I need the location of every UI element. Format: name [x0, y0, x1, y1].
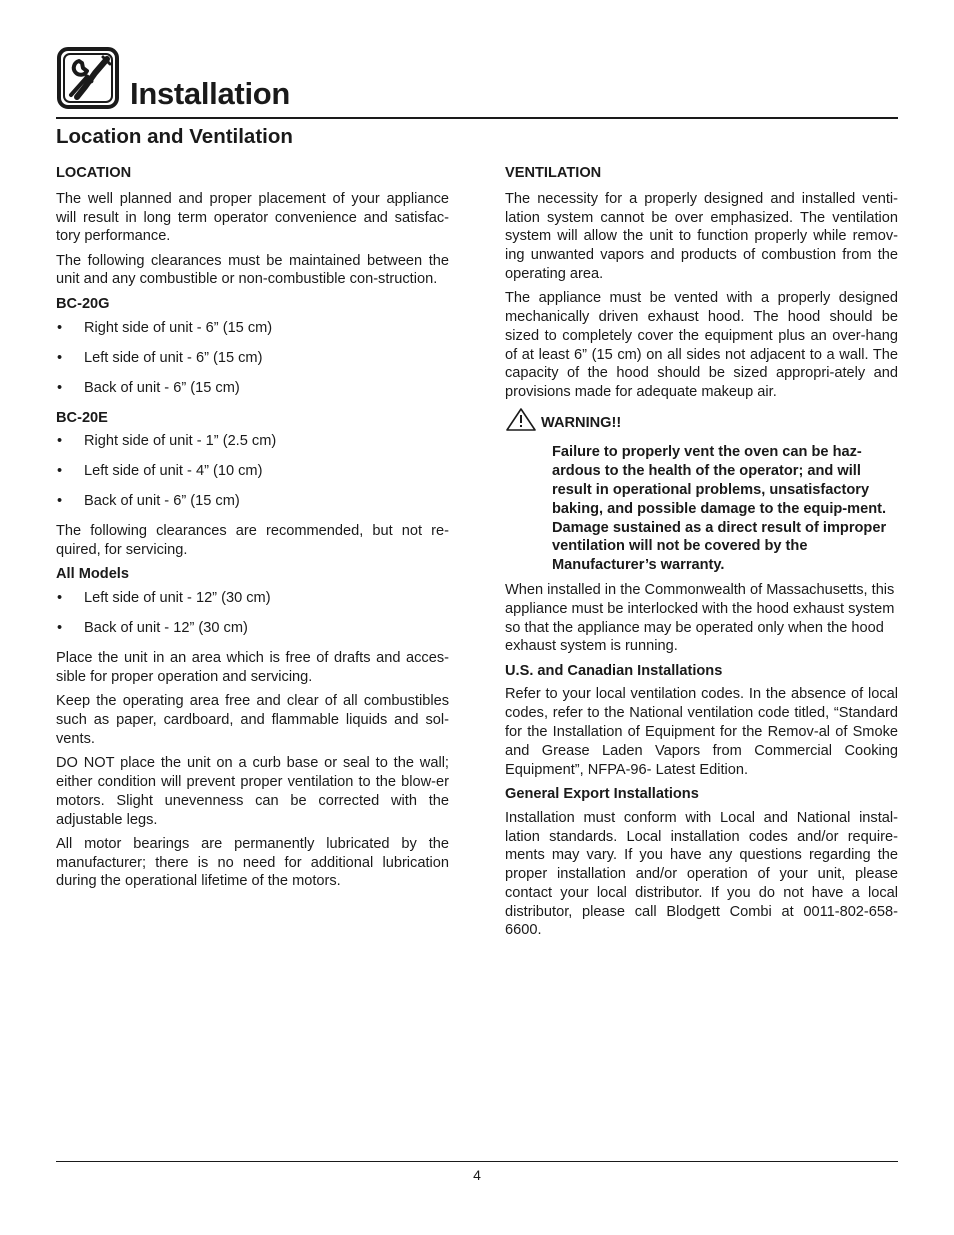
list-item: • Back of unit - 6” (15 cm): [56, 379, 449, 398]
location-para-6: DO NOT place the unit on a curb base or seal to the wall; either condition will prevent proper ventilation to the blow-er motors. Slight unevenness can be corrected with the adjustable legs.: [56, 755, 449, 828]
export-text: Installation must conform with Local and National instal-lation standards. Local installation codes and/or require-ments may vary. If you have any questions regarding the proper installation and/or operation of your unit, please contact your local distributor. If you do not have a local distributor, please call Blodgett Combi at 0011-802-658-6600.: [505, 809, 898, 939]
wrench-screwdriver-icon: [57, 47, 119, 109]
ventilation-heading: VENTILATION: [505, 165, 602, 181]
location-heading: LOCATION: [56, 165, 132, 181]
bc20e-heading: BC-20E: [56, 409, 108, 426]
list-item: • Back of unit - 12” (30 cm): [56, 619, 449, 638]
ventilation-column: [505, 164, 898, 946]
location-para-2: The following clearances must be maintained between the unit and any combustible or non-combustible con-struction.: [56, 252, 449, 288]
bc20g-heading: BC-20G: [56, 295, 110, 312]
us-canada-heading: U.S. and Canadian Installations: [505, 662, 723, 679]
list-item: • Right side of unit - 6” (15 cm): [56, 319, 449, 338]
page-header: [56, 44, 898, 118]
list-item: • Right side of unit - 1” (2.5 cm): [56, 432, 449, 451]
ventilation-para-1: The necessity for a properly designed and installed venti-lation system cannot be over emphasized. The ventilation system will allow the unit to function properly while remov-ing unwanted vapors and products of combustion from the operating area.: [505, 190, 898, 282]
warning-body: Failure to properly vent the oven can be haz-ardous to the health of the operator; and will result in operational problems, unsatisfactory baking, and possible damage to the equip-ment. Damage sustained as a direct result of improper ventilation will not be covered by the Manufacturer’s warranty.: [552, 444, 887, 574]
list-item: • Left side of unit - 12” (30 cm): [56, 589, 449, 608]
list-item: • Left side of unit - 4” (10 cm): [56, 462, 449, 481]
list-item: • Back of unit - 6” (15 cm): [56, 492, 449, 511]
location-para-5: Keep the operating area free and clear of all combustibles such as paper, cardboard, and flammable liquids and sol-vents.: [56, 693, 449, 747]
page-number: 4: [473, 1167, 481, 1183]
export-heading: General Export Installations: [505, 785, 699, 802]
footer-rule: [56, 1161, 898, 1162]
location-para-1: The well planned and proper placement of your appliance will result in long term operator convenience and satisfac-tory performance.: [56, 190, 449, 245]
all-models-list: [56, 589, 449, 638]
location-para-4: Place the unit in an area which is free of drafts and acces-sible for proper operation and servicing.: [56, 650, 449, 685]
section-title: Location and Ventilation: [56, 125, 293, 148]
location-para-3: The following clearances are recommended, but not re-quired, for servicing.: [56, 523, 449, 559]
bc20g-list: [56, 319, 449, 398]
ventilation-para-3: When installed in the Commonwealth of Massachusetts, this appliance must be interlocked with the hood exhaust system so that the appliance may be operated only when the hood exhaust system is running.: [505, 581, 895, 655]
location-para-7: All motor bearings are permanently lubricated by the manufacturer; there is no need for additional lubrication during the operational lifetime of the motors.: [56, 835, 449, 890]
page-title: Installation: [130, 76, 291, 111]
warning-header: [505, 414, 898, 438]
warning-triangle-icon: [505, 408, 541, 432]
all-models-heading: All Models: [56, 566, 129, 583]
warning-title: WARNING!!: [541, 415, 622, 432]
us-canada-text: Refer to your local ventilation codes. In the absence of local codes, refer to the National ventilation code titled, “Standard for the Installation of Equipment for the Remov-al of Smoke and Grease Laden Vapors from Commercial Cooking Equipment”, NFPA-96- Latest Edition.: [505, 686, 898, 778]
ventilation-para-2: The appliance must be vented with a properly designed mechanically driven exhaust hood. The hood should be sized to completely cover the equipment plus an over-hang of at least 6” (15 cm) on all sides not adjacent to a wall. The capacity of the hood should be sized appropri-ately and provisions made for adequate makeup air.: [505, 290, 898, 401]
header-rule: [56, 117, 898, 119]
bc20e-list: [56, 432, 449, 511]
list-item: • Left side of unit - 6” (15 cm): [56, 349, 449, 368]
location-column: [56, 164, 449, 897]
